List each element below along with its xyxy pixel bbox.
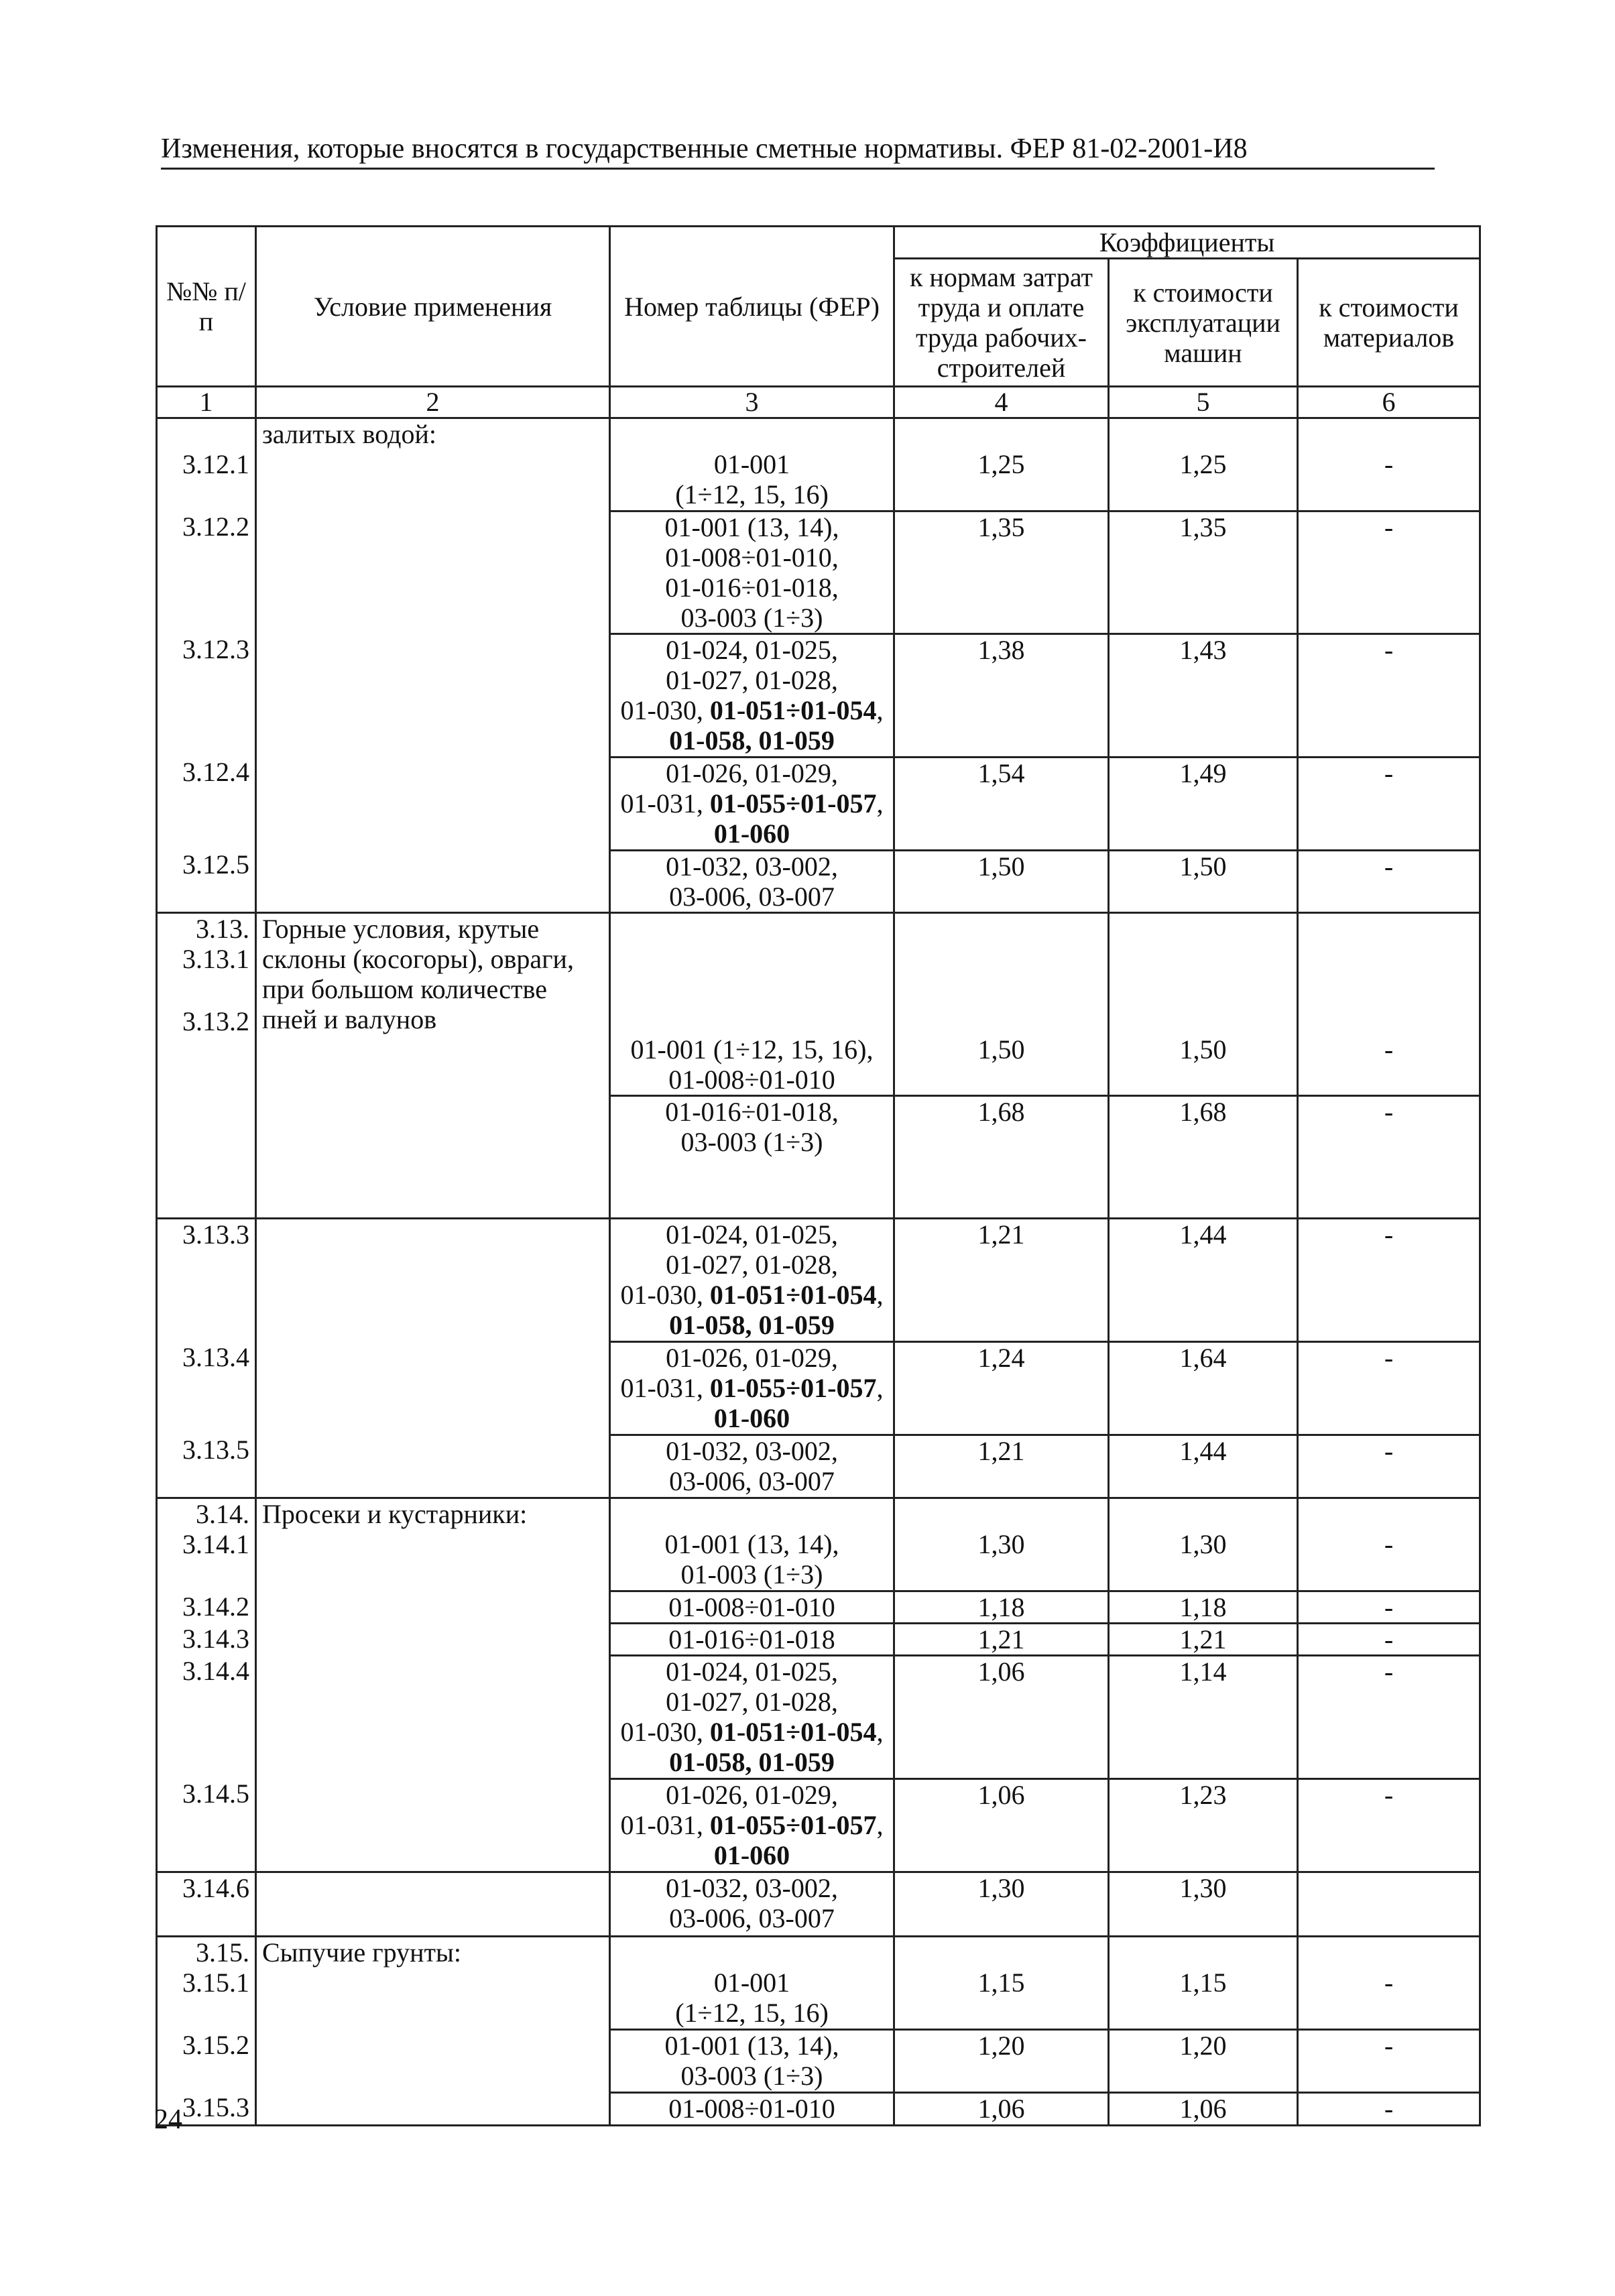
table-number-line: 01-026, 01-029,: [666, 1780, 838, 1811]
table-row: [157, 913, 1480, 1096]
materials-coefficient: -: [1298, 913, 1480, 1096]
table-number-line: 03-003 (1÷3): [680, 602, 823, 633]
col-header-condition: Условие применения: [256, 227, 610, 387]
table-number-line: 03-006, 03-007: [669, 1903, 835, 1933]
group-number: 3.14.: [196, 1499, 249, 1529]
row-number: 3.14.4: [182, 1656, 249, 1686]
table-number-line: 01-032, 03-002,: [666, 851, 838, 882]
row-number: 3.12.2: [182, 511, 249, 542]
row-number: 3.13.4: [182, 1342, 249, 1372]
condition-text: Просеки и кустарники:: [262, 1499, 528, 1529]
table-number-cell: [610, 1591, 894, 1623]
col-number: 5: [1109, 387, 1298, 418]
table-number-line: 01-008÷01-010: [668, 1065, 835, 1095]
table-number-line: 01-026, 01-029,: [666, 758, 838, 789]
row-number: 3.13.2: [182, 1006, 249, 1036]
table-number-line: 01-031, 01-055÷01-057,: [620, 1373, 884, 1404]
condition-cell: [256, 1937, 610, 2126]
table-number-line: 01-016÷01-018,: [665, 572, 839, 603]
table-number-line: 01-032, 03-002,: [666, 1436, 838, 1467]
table-number-line: 01-024, 01-025,: [666, 1219, 838, 1250]
row-number: 3.14.2: [182, 1591, 249, 1622]
table-number-line: 01-031, 01-055÷01-057,: [620, 1810, 884, 1841]
table-number-line: 01-001 (13, 14),: [664, 1529, 839, 1559]
table-body: [157, 418, 1480, 2126]
labor-coefficient: 1,18: [894, 1591, 1109, 1623]
table-number-line: 01-031, 01-055÷01-057,: [620, 788, 884, 819]
machines-coefficient: 1,44: [1109, 1219, 1298, 1342]
table-number-line: 01-008÷01-010: [668, 1591, 835, 1622]
table-row: [157, 1498, 1480, 1591]
materials-coefficient: -: [1298, 1435, 1480, 1498]
table-number-line: 01-024, 01-025,: [666, 635, 838, 666]
col-number: 6: [1298, 387, 1480, 418]
col-header-machines: к стоимости эксплуатации машин: [1109, 259, 1298, 387]
labor-coefficient: 1,50: [894, 913, 1109, 1096]
col-number: 3: [610, 387, 894, 418]
table-number-line: 01-058, 01-059: [669, 1310, 835, 1340]
labor-coefficient: 1,21: [894, 1623, 1109, 1655]
table-number-line: 01-001 (13, 14),: [664, 2031, 839, 2061]
materials-coefficient: -: [1298, 1096, 1480, 1219]
condition-text: Сыпучие грунты:: [262, 1937, 461, 1968]
condition-cell: [256, 1872, 610, 1937]
table-number-line: 03-006, 03-007: [669, 881, 835, 912]
table-number-cell: [610, 634, 894, 758]
condition-cell: [256, 913, 610, 1219]
table-number-cell: [610, 1219, 894, 1342]
labor-coefficient: 1,54: [894, 758, 1109, 851]
col-header-n: №№ п/п: [157, 227, 256, 387]
machines-coefficient: 1,50: [1109, 913, 1298, 1096]
col-number: 4: [894, 387, 1109, 418]
table-number-line: 01-008÷01-010,: [665, 542, 839, 572]
table-number-cell: [610, 850, 894, 912]
table-number-line: 01-060: [713, 1403, 790, 1434]
table-number-line: 01-058, 01-059: [669, 1747, 835, 1778]
machines-coefficient: 1,30: [1109, 1498, 1298, 1591]
row-number: 3.13.5: [182, 1435, 249, 1465]
coefficients-table: [156, 225, 1481, 2126]
col-number: 1: [157, 387, 256, 418]
machines-coefficient: 1,64: [1109, 1342, 1298, 1435]
materials-coefficient: -: [1298, 758, 1480, 851]
labor-coefficient: 1,15: [894, 1937, 1109, 2030]
table-row: [157, 418, 1480, 511]
machines-coefficient: 1,30: [1109, 1872, 1298, 1937]
materials-coefficient: -: [1298, 418, 1480, 511]
row-number: 3.14.3: [182, 1624, 249, 1654]
table-number-line: 01-026, 01-029,: [666, 1343, 838, 1374]
table-number-cell: [610, 1096, 894, 1219]
row-number-cell: [157, 913, 256, 1219]
machines-coefficient: 1,15: [1109, 1937, 1298, 2030]
table-number-cell: [610, 913, 894, 1096]
materials-coefficient: -: [1298, 634, 1480, 758]
labor-coefficient: 1,38: [894, 634, 1109, 758]
condition-text: [262, 1219, 603, 1250]
table-number-line: 01-060: [713, 819, 790, 849]
table-number-line: 01-024, 01-025,: [666, 1656, 838, 1687]
row-number: 3.13.1: [182, 944, 249, 974]
col-header-materials: к стоимости материалов: [1298, 259, 1480, 387]
table-number-line: 01-030, 01-051÷01-054,: [620, 1280, 884, 1310]
table-number-cell: [610, 1937, 894, 2030]
table-number-line: 01-030, 01-051÷01-054,: [620, 1717, 884, 1748]
row-number-cell: [157, 1872, 256, 1937]
machines-coefficient: 1,14: [1109, 1656, 1298, 1779]
materials-coefficient: -: [1298, 1342, 1480, 1435]
table-number-cell: [610, 1656, 894, 1779]
row-number: 3.12.3: [182, 634, 249, 664]
materials-coefficient: -: [1298, 1591, 1480, 1623]
row-number: 3.14.1: [182, 1529, 249, 1559]
row-number-cell: [157, 418, 256, 913]
table-number-line: 01-001: [713, 1968, 790, 1998]
table-row: [157, 1219, 1480, 1342]
table-number-line: 01-030, 01-051÷01-054,: [620, 695, 884, 726]
table-number-cell: [610, 758, 894, 851]
materials-coefficient: -: [1298, 511, 1480, 634]
table-number-cell: [610, 511, 894, 634]
row-number: 3.15.1: [182, 1968, 249, 1998]
table-number-line: 03-006, 03-007: [669, 1466, 835, 1497]
materials-coefficient: -: [1298, 1656, 1480, 1779]
page-number: 24: [154, 2104, 182, 2135]
materials-coefficient: -: [1298, 1219, 1480, 1342]
table-number-line: (1÷12, 15, 16): [675, 479, 829, 509]
table-number-cell: [610, 1779, 894, 1872]
machines-coefficient: 1,25: [1109, 418, 1298, 511]
materials-coefficient: -: [1298, 850, 1480, 912]
table-number-cell: [610, 1435, 894, 1498]
labor-coefficient: 1,68: [894, 1096, 1109, 1219]
table-number-line: 01-003 (1÷3): [680, 1559, 823, 1589]
condition-text: [262, 1873, 603, 1903]
row-number: 3.12.5: [182, 849, 249, 880]
machines-coefficient: 1,68: [1109, 1096, 1298, 1219]
machines-coefficient: 1,18: [1109, 1591, 1298, 1623]
group-number: 3.15.: [196, 1937, 249, 1968]
col-header-table-no: Номер таблицы (ФЕР): [610, 227, 894, 387]
table-number-line: 03-003 (1÷3): [680, 1127, 823, 1157]
labor-coefficient: 1,25: [894, 418, 1109, 511]
col-header-coefficients: Коэффициенты: [894, 227, 1480, 259]
table-number-line: 01-027, 01-028,: [666, 1687, 838, 1717]
materials-coefficient: -: [1298, 1623, 1480, 1655]
row-number-cell: [157, 1219, 256, 1498]
col-header-labor: к нормам затрат труда и оплате труда рабочих-строителей: [894, 259, 1109, 387]
materials-coefficient: -: [1298, 1937, 1480, 2030]
materials-coefficient: -: [1298, 2093, 1480, 2126]
machines-coefficient: 1,06: [1109, 2093, 1298, 2126]
machines-coefficient: 1,21: [1109, 1623, 1298, 1655]
table-row: [157, 1872, 1480, 1937]
page-header: Изменения, которые вносятся в государственные сметные нормативы. ФЕР 81-02-2001-И8: [161, 131, 1435, 170]
labor-coefficient: 1,50: [894, 850, 1109, 912]
machines-coefficient: 1,50: [1109, 850, 1298, 912]
machines-coefficient: 1,44: [1109, 1435, 1298, 1498]
labor-coefficient: 1,06: [894, 2093, 1109, 2126]
row-number: 3.13.3: [182, 1219, 249, 1250]
machines-coefficient: 1,43: [1109, 634, 1298, 758]
labor-coefficient: 1,30: [894, 1872, 1109, 1937]
table-row: [157, 1937, 1480, 2030]
labor-coefficient: 1,06: [894, 1656, 1109, 1779]
machines-coefficient: 1,23: [1109, 1779, 1298, 1872]
labor-coefficient: 1,35: [894, 511, 1109, 634]
row-number: 3.12.1: [182, 449, 249, 479]
row-number: 3.15.3: [182, 2092, 249, 2122]
table-number-line: 01-032, 03-002,: [666, 1873, 838, 1903]
row-number-cell: [157, 1498, 256, 1872]
table-number-cell: [610, 418, 894, 511]
table-number-cell: [610, 1342, 894, 1435]
table-number-line: 01-008÷01-010: [668, 2094, 835, 2124]
table-number-cell: [610, 1623, 894, 1655]
table-number-line: 01-027, 01-028,: [666, 1250, 838, 1280]
table-number-cell: [610, 1498, 894, 1591]
table-number-line: 01-060: [713, 1840, 790, 1871]
materials-coefficient: -: [1298, 2030, 1480, 2093]
row-number: 3.14.6: [182, 1873, 249, 1903]
labor-coefficient: 1,24: [894, 1342, 1109, 1435]
table-number-line: 01-027, 01-028,: [666, 665, 838, 696]
row-number: 3.15.2: [182, 2030, 249, 2060]
machines-coefficient: 1,20: [1109, 2030, 1298, 2093]
table-number-line: 01-001 (13, 14),: [664, 511, 839, 542]
labor-coefficient: 1,21: [894, 1219, 1109, 1342]
row-number-cell: [157, 1937, 256, 2126]
table-number-cell: [610, 2030, 894, 2093]
table-number-line: 01-001: [713, 449, 790, 479]
labor-coefficient: 1,21: [894, 1435, 1109, 1498]
row-number: 3.14.5: [182, 1778, 249, 1809]
col-number: 2: [256, 387, 610, 418]
table-number-line: (1÷12, 15, 16): [675, 1998, 829, 2028]
materials-coefficient: -: [1298, 1498, 1480, 1591]
machines-coefficient: 1,49: [1109, 758, 1298, 851]
table-number-line: 01-058, 01-059: [669, 725, 835, 756]
labor-coefficient: 1,06: [894, 1779, 1109, 1872]
condition-cell: [256, 1219, 610, 1498]
materials-coefficient: [1298, 1872, 1480, 1937]
condition-cell: [256, 1498, 610, 1872]
materials-coefficient: -: [1298, 1779, 1480, 1872]
table-number-line: 01-001 (1÷12, 15, 16),: [630, 1034, 874, 1065]
table-number-line: 01-016÷01-018,: [665, 1097, 839, 1127]
condition-cell: [256, 418, 610, 913]
condition-text: залитых водой:: [262, 419, 436, 449]
table-number-line: 01-016÷01-018: [668, 1624, 835, 1654]
table-number-cell: [610, 2093, 894, 2126]
labor-coefficient: 1,30: [894, 1498, 1109, 1591]
table-number-cell: [610, 1872, 894, 1937]
row-number: 3.12.4: [182, 757, 249, 787]
table-number-line: 03-003 (1÷3): [680, 2061, 823, 2092]
labor-coefficient: 1,20: [894, 2030, 1109, 2093]
group-number: 3.13.: [196, 914, 249, 944]
condition-text: Горные условия, крутые склоны (косогоры), овраги, при большом количестве пней и валунов: [262, 914, 574, 1034]
machines-coefficient: 1,35: [1109, 511, 1298, 634]
group-number: [163, 419, 249, 449]
